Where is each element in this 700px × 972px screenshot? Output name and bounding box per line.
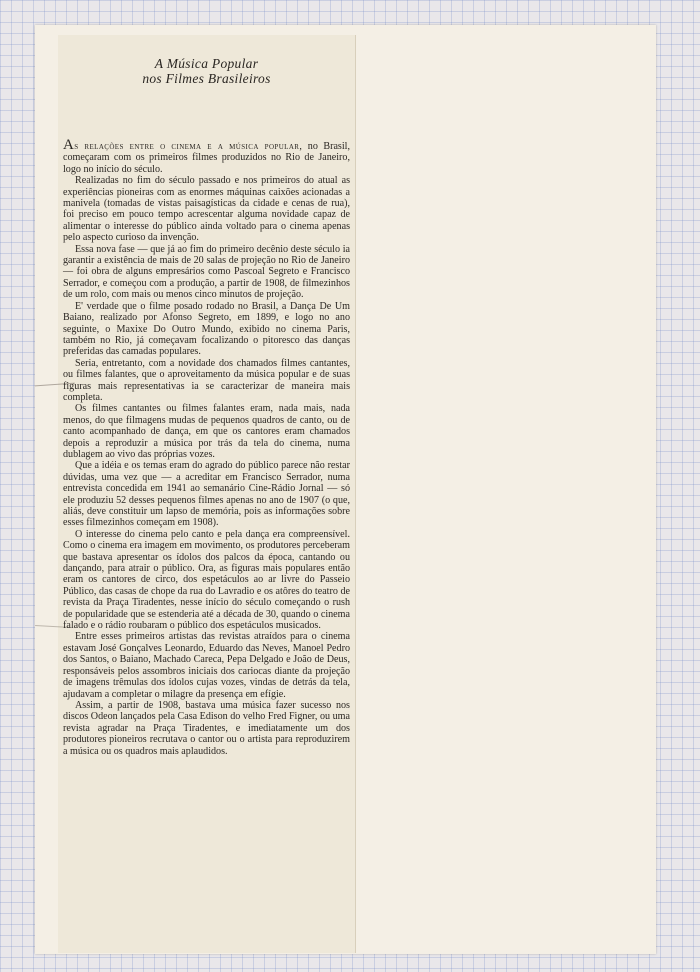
title-line: nos Filmes Brasileiros	[142, 71, 271, 86]
lead-in	[63, 137, 303, 153]
drop-initial: A	[63, 137, 75, 153]
article-paragraph: Realizadas no fim do século passado e nos primeiros do atual as experiências pioneiras com as enormes máquinas caixões acionadas a manivela (tomadas de vistas paisagísticas da cidade e cenas de rua), foi preciso em pouco tempo acrescentar alguma novidade capaz de alimentar o interesse do público ainda voltado para o cinema apenas pelo aspecto curioso da invenção.	[63, 175, 350, 244]
lead-rest: no Brasil, começaram com os primeiros filmes produzidos no Rio de Janeiro, logo no início do século.	[63, 141, 350, 175]
article-paragraph: Essa nova fase — que já ao fim do primeiro decênio deste século ia garantir a existência de mais de 20 salas de projeção no Rio de Janeiro — foi obra de alguns empresários como Pascoal Segreto e Francisco Serrador, e começou com a produção, a partir de 1908, de filmezinhos de um rolo, com mais ou menos cinco minutos de projeção.	[63, 243, 350, 301]
article-paragraph: Os filmes cantantes ou filmes falantes eram, nada mais, nada menos, do que filmagens mudas de pequenos quadros de canto, ou de canto acompanhado de dança, em que os cantores eram chamados depois a reproduzir a música por trás da tela do cinema, numa dublagem ao vivo das próprias vozes.	[63, 403, 350, 460]
article-paragraph: Que a idéia e os temas eram do agrado do público parece não restar dúvidas, uma vez que — a acreditar em Francisco Serrador, numa entrevista concedida em 1941 ao semanário Cine-Rádio Jornal — só ele produziu 52 desses pequenos filmes apenas no ano de 1907 (o que, aliás, deve constituir um lapso de memória, pois as informações sobre esses filmezinhos começam em 1908).	[63, 460, 350, 529]
lead-caps: s relações entre o cinema e a música popular,	[74, 141, 303, 152]
title-line: A Música Popular	[154, 56, 259, 71]
article-title	[63, 56, 350, 86]
article-paragraph: Entre esses primeiros artistas das revistas atraídos para o cinema estavam José Gonçalves Leonardo, Eduardo das Neves, Manoel Pedro dos Santos, o Baiano, Machado Careca, Pepa Delgado e João de Deus, responsáveis pelos assombros iniciais dos cariocas diante da projeção de imagens trêmulas dos ídolos cujas vozes, vindas de detrás da tela, ajudavam a completar o milagre da presença em efígie.	[63, 631, 350, 700]
article-paragraph: Assim, a partir de 1908, bastava uma música fazer sucesso nos discos Odeon lançados pela Casa Edison do velho Fred Figner, ou uma revista agradar na Praça Tiradentes, e imediatamente um dos produtores pioneiros recrutava o cantor ou o artista para reproduzirem a música ou os quadros mais aplaudidos.	[63, 699, 350, 757]
article-paragraph: Seria, entretanto, com a novidade dos chamados filmes cantantes, ou filmes falantes, que o aproveitamento da música popular e de suas figuras mais representativas ia se caracterizar de maneira mais completa.	[63, 357, 350, 403]
article-paragraph: E' verdade que o filme posado rodado no Brasil, a Dança De Um Baiano, realizado por Afonso Segreto, em 1899, e logo no ano seguinte, o Maxixe Do Outro Mundo, exibido no cinema Paris, também no Rio, já começavam focalizando o pitoresco das danças preferidas das camadas populares.	[63, 300, 350, 358]
article	[63, 56, 350, 757]
article-paragraph	[63, 137, 350, 175]
article-body	[63, 137, 350, 757]
article-paragraph: O interesse do cinema pelo canto e pela dança era compreensível. Como o cinema era imagem em movimento, os produtores perceberam que bastava apresentar os ídolos dos palcos da época, cantando ou dançando, para atrair o público. Ora, as figuras mais populares então eram os cantores de circo, dos espetáculos ao ar livre do Passeio Público, das casas de chope da rua do Lavradio e os atôres do teatro de revista da Praça Tiradentes, nesse início do século começando o rush de popularidade que se estenderia até a década de 30, quando o cinema falado e o rádio roubaram o público dos espetáculos musicados.	[63, 528, 350, 632]
